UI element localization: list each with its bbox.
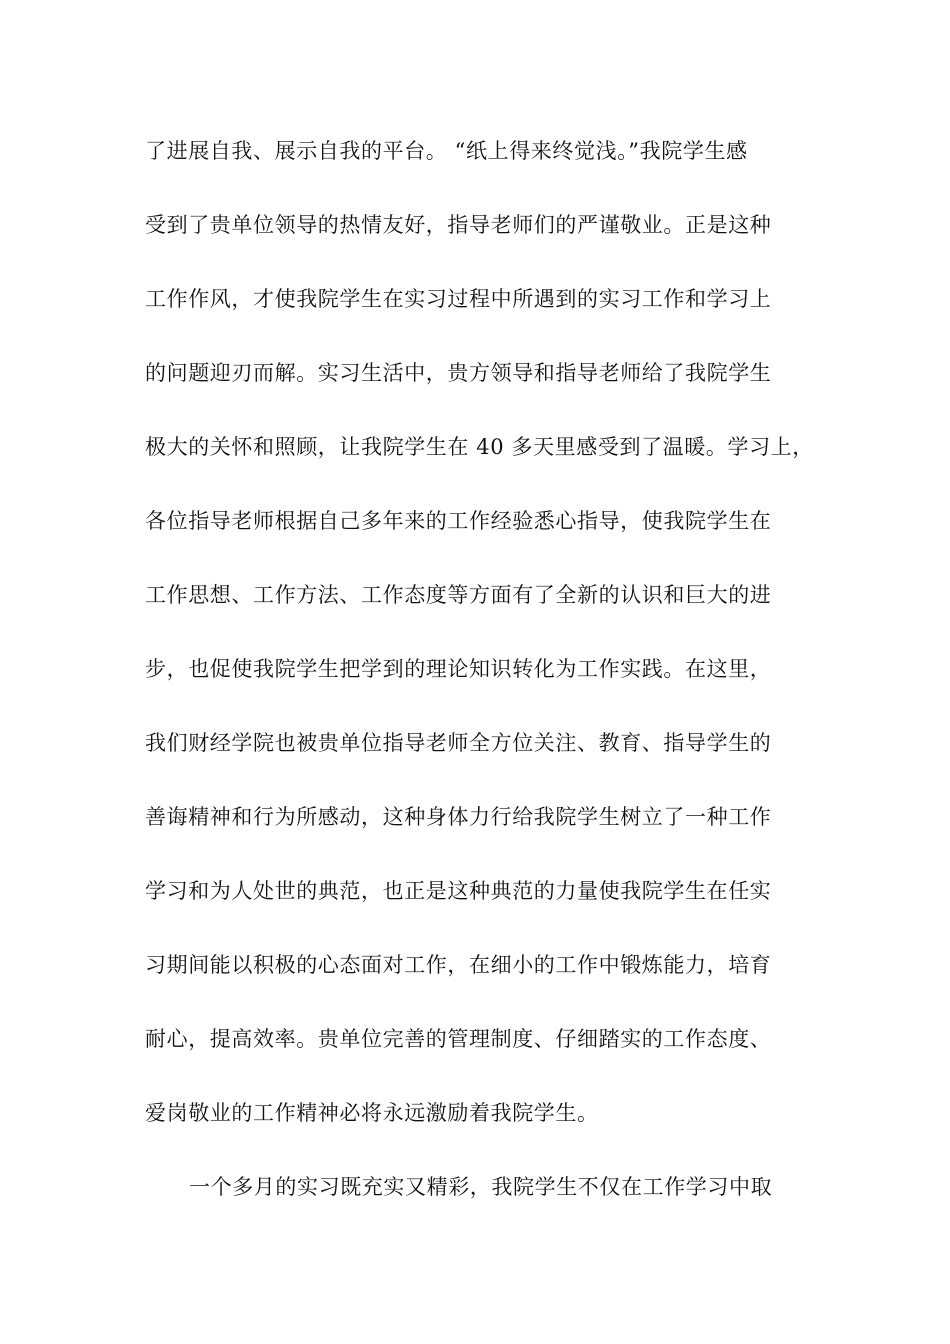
text-line: 了进展自我、展示自我的平台。 “纸上得来终觉浅。”我院学生感 <box>145 139 748 163</box>
text-line: 各位指导老师根据自己多年来的工作经验悉心指导，使我院学生在 <box>145 509 772 533</box>
text-line: 受到了贵单位领导的热情友好，指导老师们的严谨敬业。正是这种 <box>145 213 772 237</box>
text-line: 爱岗敬业的工作精神必将永远激励着我院学生。 <box>145 1101 599 1125</box>
text-line: 耐心，提高效率。贵单位完善的管理制度、仔细踏实的工作态度、 <box>145 1027 772 1051</box>
text-line: 学习和为人处世的典范，也正是这种典范的力量使我院学生在任实 <box>145 879 772 903</box>
text-line: 的问题迎刃而解。实习生活中，贵方领导和指导老师给了我院学生 <box>145 361 772 385</box>
text-line: 工作思想、工作方法、工作态度等方面有了全新的认识和巨大的进 <box>145 583 772 607</box>
text-line: 习期间能以积极的心态面对工作，在细小的工作中锻炼能力，培育 <box>145 953 772 977</box>
text-line: 工作作风，才使我院学生在实习过程中所遇到的实习工作和学习上 <box>145 287 772 311</box>
text-line: 我们财经学院也被贵单位指导老师全方位关注、教育、指导学生的 <box>145 731 772 755</box>
paragraph-start-line: 一个多月的实习既充实又精彩，我院学生不仅在工作学习中取 <box>189 1175 773 1199</box>
text-line: 极大的关怀和照顾，让我院学生在 40 多天里感受到了温暖。学习上， <box>145 435 814 459</box>
body-text <box>145 131 845 1241</box>
text-line: 善诲精神和行为所感动，这种身体力行给我院学生树立了一种工作 <box>145 805 772 829</box>
text-line: 步，也促使我院学生把学到的理论知识转化为工作实践。在这里， <box>145 657 772 681</box>
